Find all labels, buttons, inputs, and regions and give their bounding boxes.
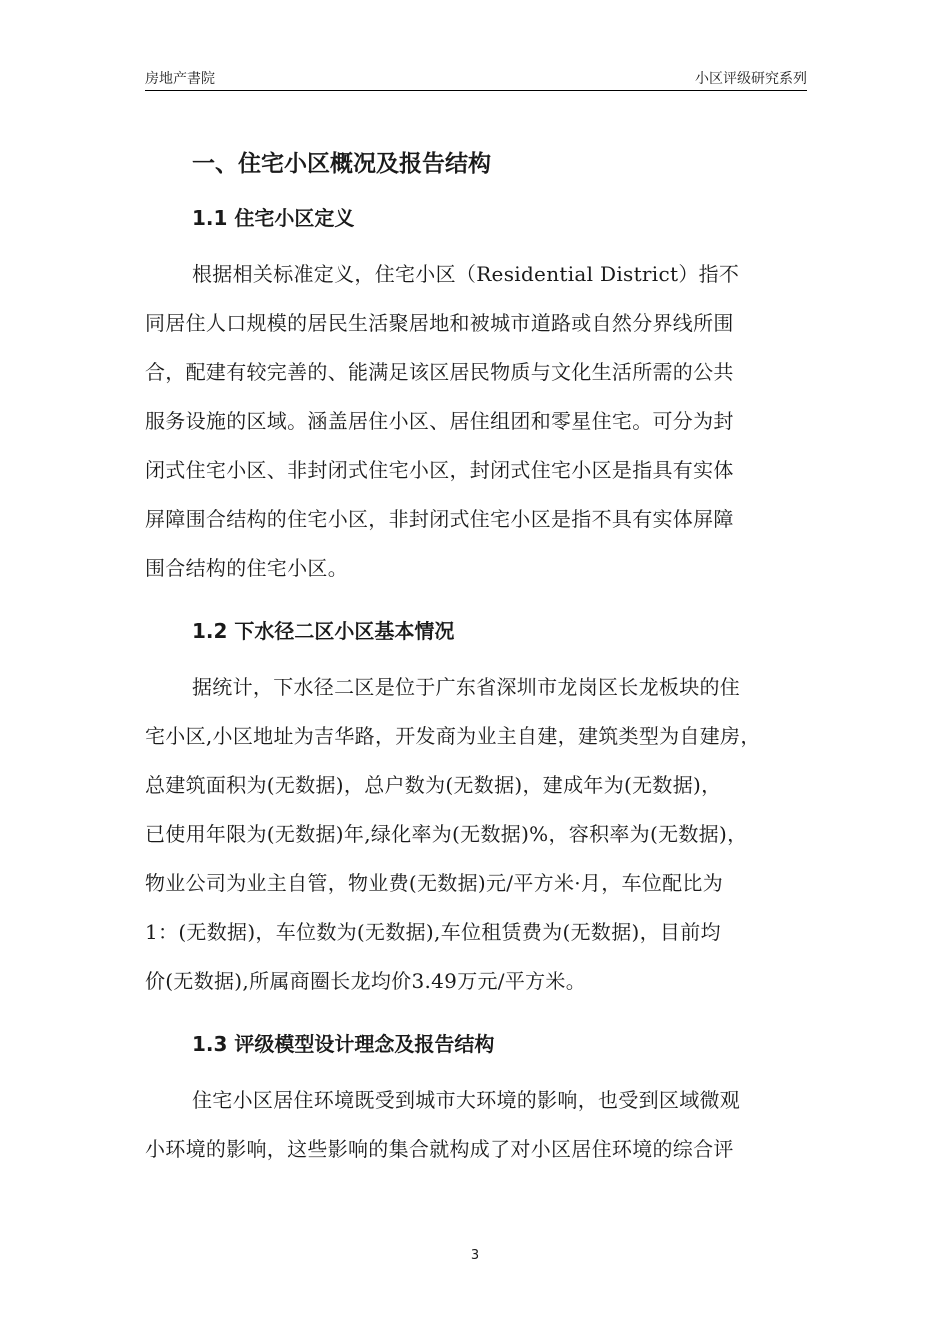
paragraph-line: 1：(无数据)，车位数为(无数据),车位租赁费为(无数据)，目前均 bbox=[145, 920, 721, 944]
section-paragraph-1-2 bbox=[145, 663, 807, 1006]
page-header bbox=[145, 68, 807, 91]
paragraph-line: 宅小区,小区地址为吉华路，开发商为业主自建，建筑类型为自建房， bbox=[145, 724, 761, 748]
paragraph-line: 屏障围合结构的住宅小区，非封闭式住宅小区是指不具有实体屏障 bbox=[145, 507, 734, 531]
paragraph-line: 价(无数据),所属商圈长龙均价3.49万元/平方米。 bbox=[145, 969, 587, 993]
paragraph-line: 合，配建有较完善的、能满足该区居民物质与文化生活所需的公共 bbox=[145, 360, 734, 384]
paragraph-line: 根据相关标准定义，住宅小区（Residential District）指不 bbox=[192, 262, 740, 286]
paragraph-line: 服务设施的区域。涵盖居住小区、居住组团和零星住宅。可分为封 bbox=[145, 409, 734, 433]
section-paragraph-1-1 bbox=[145, 250, 807, 593]
paragraph-line: 住宅小区居住环境既受到城市大环境的影响，也受到区域微观 bbox=[192, 1088, 741, 1112]
paragraph-line: 同居住人口规模的居民生活聚居地和被城市道路或自然分界线所围 bbox=[145, 311, 734, 335]
section-heading-1-1: 1.1 住宅小区定义 bbox=[192, 206, 355, 230]
paragraph-line: 据统计，下水径二区是位于广东省深圳市龙岗区长龙板块的住 bbox=[192, 675, 741, 699]
paragraph-line: 总建筑面积为(无数据)，总户数为(无数据)，建成年为(无数据)， bbox=[145, 773, 722, 797]
header-left-text: 房地产書院 bbox=[145, 71, 215, 87]
paragraph-line: 闭式住宅小区、非封闭式住宅小区，封闭式住宅小区是指具有实体 bbox=[145, 458, 734, 482]
document-body bbox=[145, 140, 807, 1174]
paragraph-line: 小环境的影响，这些影响的集合就构成了对小区居住环境的综合评 bbox=[145, 1137, 734, 1161]
section-paragraph-1-3 bbox=[145, 1076, 807, 1174]
section-heading-1-2: 1.2 下水径二区小区基本情况 bbox=[192, 619, 455, 643]
page-number: 3 bbox=[470, 1248, 480, 1263]
section-heading-1-3: 1.3 评级模型设计理念及报告结构 bbox=[192, 1032, 495, 1056]
header-right-text: 小区评级研究系列 bbox=[695, 71, 807, 87]
paragraph-line: 已使用年限为(无数据)年,绿化率为(无数据)%，容积率为(无数据)， bbox=[145, 822, 748, 846]
paragraph-line: 物业公司为业主自管，物业费(无数据)元/平方米·月，车位配比为 bbox=[145, 871, 724, 895]
chapter-title: 一、住宅小区概况及报告结构 bbox=[192, 151, 491, 177]
paragraph-line: 围合结构的住宅小区。 bbox=[145, 556, 348, 580]
